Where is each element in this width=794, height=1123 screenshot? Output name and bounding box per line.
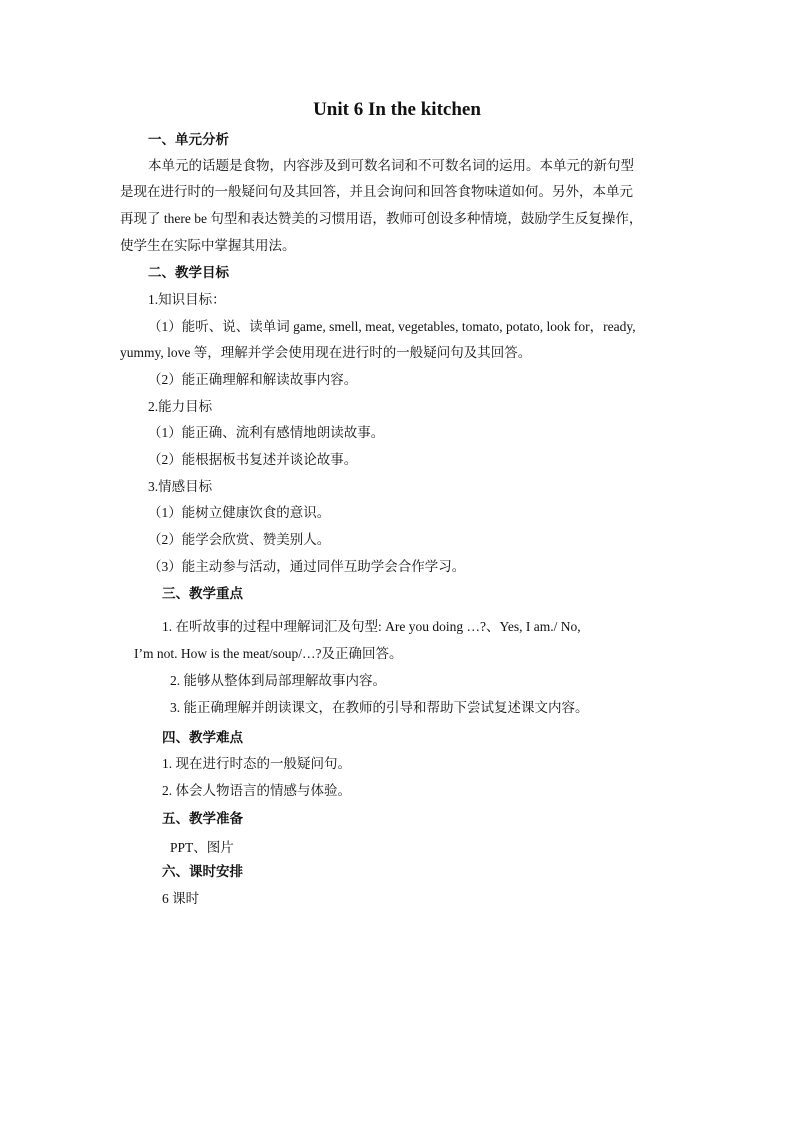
section-heading-key-points: 三、教学重点	[162, 586, 243, 601]
list-item: （3）能主动参与活动，通过同伴互助学会合作学习。	[148, 559, 466, 574]
section-heading-preparation: 五、教学准备	[162, 811, 243, 826]
list-item: （2）能正确理解和解读故事内容。	[148, 372, 358, 387]
document-title: Unit 6 In the kitchen	[313, 99, 481, 120]
paragraph-line: 使学生在实际中掌握其用法。	[120, 238, 296, 253]
list-item: （1）能听、说、读单词 game, smell, meat, vegetables, tomato, potato, look for，ready,	[148, 319, 636, 334]
list-item: 1. 现在进行时态的一般疑问句。	[162, 756, 351, 771]
section-heading-difficulties: 四、教学难点	[162, 730, 243, 745]
list-item: （1）能树立健康饮食的意识。	[148, 505, 331, 520]
list-item: 2. 体会人物语言的情感与体验。	[162, 783, 351, 798]
paragraph-line: 再现了 there be 句型和表达赞美的习惯用语，教师可创设多种情境，鼓励学生反复操作，	[120, 211, 643, 226]
subheading-ability-goals: 2.能力目标	[148, 399, 213, 414]
list-item-continuation: yummy, love 等，理解并学会使用现在进行时的一般疑问句及其回答。	[120, 345, 532, 360]
paragraph-line: 是现在进行时的一般疑问句及其回答，并且会询问和回答食物味道如何。另外，本单元	[120, 184, 633, 199]
subheading-knowledge-goals: 1.知识目标：	[148, 292, 226, 307]
list-item: （1）能正确、流利有感情地朗读故事。	[148, 425, 385, 440]
subheading-emotional-goals: 3.情感目标	[148, 479, 213, 494]
list-item: 1. 在听故事的过程中理解词汇及句型: Are you doing …?、Yes, I am./ No,	[162, 619, 581, 634]
preparation-text: PPT、图片	[170, 840, 234, 855]
list-item: 2. 能够从整体到局部理解故事内容。	[170, 673, 386, 688]
list-item: （2）能根据板书复述并谈论故事。	[148, 452, 358, 467]
paragraph-line: 本单元的话题是食物，内容涉及到可数名词和不可数名词的运用。本单元的新句型	[148, 158, 634, 173]
list-item-continuation: I’m not. How is the meat/soup/…?及正确回答。	[134, 646, 403, 661]
list-item: （2）能学会欣赏、赞美别人。	[148, 532, 331, 547]
section-heading-schedule: 六、课时安排	[162, 864, 243, 879]
section-heading-teaching-goals: 二、教学目标	[148, 265, 229, 280]
list-item: 3. 能正确理解并朗读课文，在教师的引导和帮助下尝试复述课文内容。	[170, 700, 589, 715]
section-heading-unit-analysis: 一、单元分析	[148, 132, 229, 147]
schedule-text: 6 课时	[162, 891, 200, 906]
